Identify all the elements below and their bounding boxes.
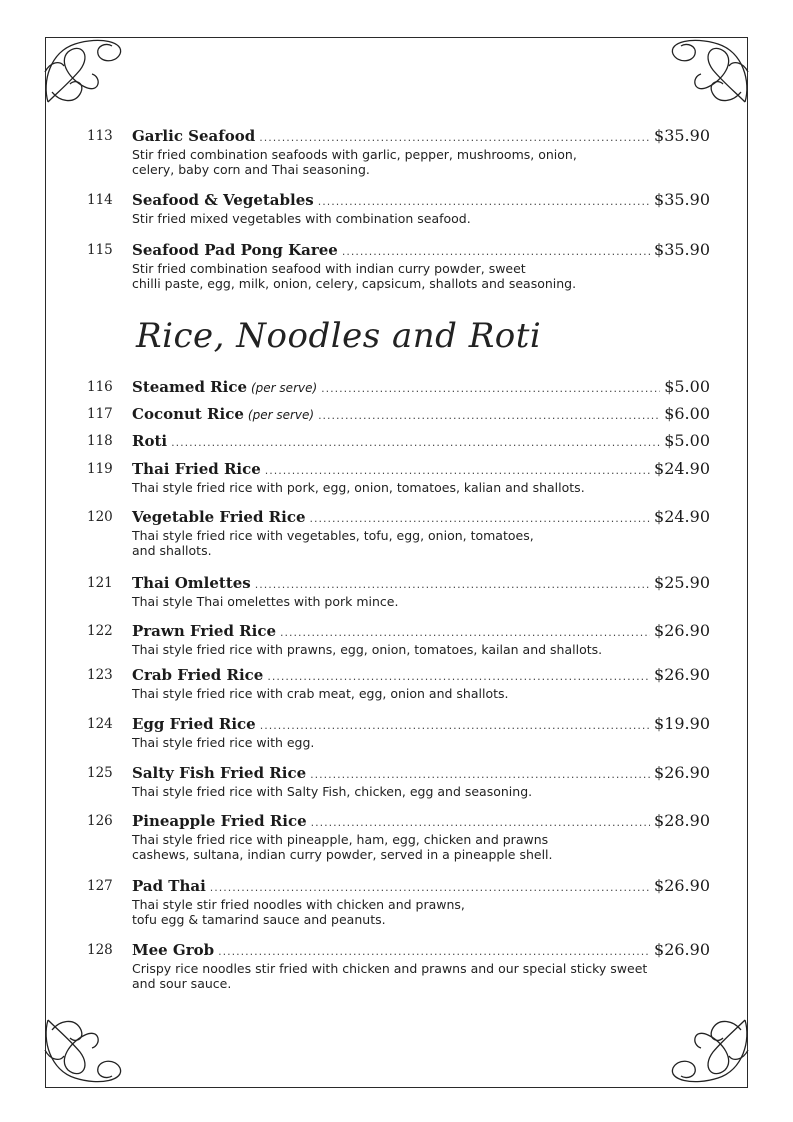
item-name: Steamed Rice [132,378,247,396]
item-name: Pad Thai [132,877,206,895]
dot-leader [318,409,660,422]
item-price: $26.90 [654,621,710,640]
item-price: $26.90 [654,876,710,895]
item-description: Thai style fried rice with Salty Fish, chicken, egg and seasoning. [132,784,533,799]
item-number: 117 [87,406,113,422]
dot-leader [171,436,660,449]
item-number: 124 [87,716,113,732]
item-name: Seafood Pad Pong Karee [132,241,338,259]
item-description: Stir fried combination seafoods with garlic, pepper, mushrooms, onion, celery, baby corn and Thai seasoning. [132,147,577,177]
item-price: $24.90 [654,459,710,478]
item-name: Pineapple Fried Rice [132,812,307,830]
item-number: 128 [87,942,113,958]
dot-leader [311,816,650,829]
dot-leader [280,626,650,639]
dot-leader [218,945,650,958]
dot-leader [321,382,660,395]
item-name: Crab Fried Rice [132,666,264,684]
item-description: Thai style fried rice with pineapple, ham, egg, chicken and prawns cashews, sultana, indian curry powder, served in a pineapple shell. [132,832,553,862]
item-name: Coconut Rice [132,405,244,423]
item-description: Thai style fried rice with prawns, egg, onion, tomatoes, kailan and shallots. [132,642,603,657]
item-name: Vegetable Fried Rice [132,508,306,526]
item-number: 125 [87,765,113,781]
item-name: Thai Omlettes [132,574,251,592]
item-description: Thai style fried rice with pork, egg, onion, tomatoes, kalian and shallots. [132,480,585,495]
item-number: 121 [87,575,113,591]
item-number: 123 [87,667,113,683]
dot-leader [259,131,650,144]
item-description: Stir fried mixed vegetables with combination seafood. [132,211,471,226]
item-number: 115 [87,242,113,258]
item-price: $24.90 [654,507,710,526]
item-description: Thai style fried rice with egg. [132,735,315,750]
item-number: 118 [87,433,113,449]
item-note: (per serve) [251,381,318,395]
item-price: $6.00 [664,404,710,423]
item-number: 119 [87,461,113,477]
item-number: 122 [87,623,113,639]
item-name: Egg Fried Rice [132,715,256,733]
item-price: $19.90 [654,714,710,733]
item-price: $26.90 [654,763,710,782]
item-name: Thai Fried Rice [132,460,261,478]
item-price: $35.90 [654,126,710,145]
dot-leader [310,512,650,525]
dot-leader [267,670,650,683]
dot-leader [255,578,650,591]
item-description: Thai style Thai omelettes with pork mince. [132,594,399,609]
flourish-corner-icon [663,1010,753,1090]
item-description: Stir fried combination seafood with indian curry powder, sweet chilli paste, egg, milk, onion, celery, capsicum, shallots and seasoning. [132,261,577,291]
item-price: $35.90 [654,240,710,259]
dot-leader [342,245,650,258]
dot-leader [318,195,650,208]
item-number: 127 [87,878,113,894]
flourish-corner-icon [40,32,130,112]
item-number: 126 [87,813,113,829]
item-name: Salty Fish Fried Rice [132,764,307,782]
item-number: 120 [87,509,113,525]
item-description: Thai style stir fried noodles with chicken and prawns, tofu egg & tamarind sauce and peanuts. [132,897,465,927]
dot-leader [210,881,650,894]
item-price: $28.90 [654,811,710,830]
item-description: Thai style fried rice with vegetables, tofu, egg, onion, tomatoes, and shallots. [132,528,534,558]
section-heading: Rice, Noodles and Roti [136,316,542,356]
item-price: $25.90 [654,573,710,592]
item-note: (per serve) [247,408,315,422]
item-name: Seafood & Vegetables [132,191,314,209]
item-number: 116 [87,379,113,395]
item-description: Thai style fried rice with crab meat, egg, onion and shallots. [132,686,509,701]
item-price: $26.90 [654,665,710,684]
item-number: 113 [87,128,113,144]
flourish-corner-icon [663,32,753,112]
item-price: $35.90 [654,190,710,209]
item-name: Prawn Fried Rice [132,622,277,640]
item-price: $5.00 [664,431,710,450]
item-name: Roti [132,432,168,450]
dot-leader [265,464,650,477]
item-name: Mee Grob [132,941,215,959]
dot-leader [310,768,650,781]
item-description: Crispy rice noodles stir fried with chicken and prawns and our special sticky sweet and sour sauce. [132,961,648,991]
flourish-corner-icon [40,1010,130,1090]
item-price: $26.90 [654,940,710,959]
dot-leader [260,719,650,732]
item-price: $5.00 [664,377,710,396]
item-name: Garlic Seafood [132,127,256,145]
item-number: 114 [87,192,113,208]
